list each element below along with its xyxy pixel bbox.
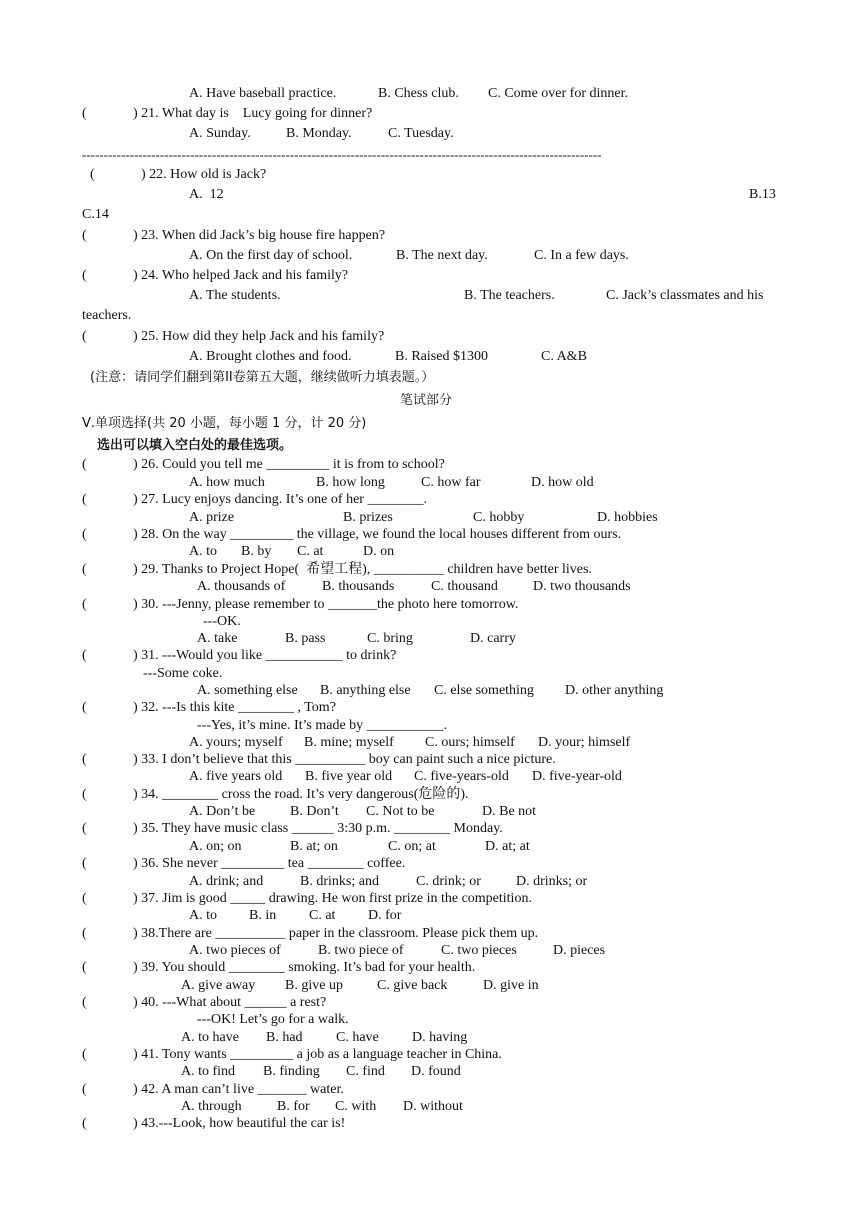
q36-option-d: D. drinks; or	[516, 874, 588, 889]
q37-option-b: B. in	[249, 908, 277, 923]
q40-option-a: A. to have	[181, 1030, 239, 1045]
q24-stem: ) 24. Who helped Jack and his family?	[133, 268, 349, 283]
q20-option-a: A. Have baseball practice.	[189, 86, 337, 101]
q32-option-d: D. your; himself	[538, 735, 631, 750]
q40-reply: ---OK! Let’s go for a walk.	[197, 1012, 349, 1027]
q36-stem: ) 36. She never _________ tea ________ coffee.	[133, 856, 406, 871]
q25-option-a: A. Brought clothes and food.	[189, 349, 352, 364]
q29-option-b: B. thousands	[322, 579, 395, 594]
q32-stem: ) 32. ---Is this kite ________ , Tom?	[133, 700, 336, 715]
q24-option-b: B. The teachers.	[464, 288, 555, 303]
q41-option-c: C. find	[346, 1064, 385, 1079]
q24-option-c-continued: teachers.	[82, 308, 132, 323]
q41-option-b: B. finding	[263, 1064, 320, 1079]
q31-option-a: A. something else	[197, 683, 298, 698]
q30-option-c: C. bring	[367, 631, 413, 646]
q23-stem: ) 23. When did Jack’s big house fire happen?	[133, 228, 386, 243]
q41-stem: ) 41. Tony wants _________ a job as a language teacher in China.	[133, 1047, 502, 1062]
q32-option-b: B. mine; myself	[304, 735, 394, 750]
q38-option-c: C. two pieces	[441, 943, 517, 958]
q32-reply: ---Yes, it’s mine. It’s made by ___________.	[197, 718, 448, 733]
q33-option-a: A. five years old	[189, 769, 283, 784]
answer-paren: (	[82, 329, 87, 344]
q29-stem: ) 29. Thanks to Project Hope( 希望工程), __________ children have better lives.	[133, 562, 592, 577]
q37-stem: ) 37. Jim is good _____ drawing. He won first prize in the competition.	[133, 891, 532, 906]
q35-option-c: C. on; at	[388, 839, 436, 854]
answer-paren: (	[90, 167, 95, 182]
q39-option-d: D. give in	[483, 978, 539, 993]
q28-option-c: C. at	[297, 544, 324, 559]
answer-paren: (	[82, 527, 87, 542]
q32-option-a: A. yours; myself	[189, 735, 283, 750]
q33-option-d: D. five-year-old	[532, 769, 622, 784]
q26-option-a: A. how much	[189, 475, 265, 490]
q25-option-c: C. A&B	[541, 349, 587, 364]
q30-option-a: A. take	[197, 631, 238, 646]
q39-option-a: A. give away	[181, 978, 256, 993]
q37-option-a: A. to	[189, 908, 217, 923]
answer-paren: (	[82, 700, 87, 715]
q26-option-d: D. how old	[531, 475, 594, 490]
q23-option-b: B. The next day.	[396, 248, 488, 263]
section-5-instruction: 选出可以填入空白处的最佳选项。	[97, 438, 293, 453]
q31-reply: ---Some coke.	[143, 666, 223, 681]
q31-option-c: C. else something	[434, 683, 534, 698]
q36-option-b: B. drinks; and	[300, 874, 379, 889]
q39-stem: ) 39. You should ________ smoking. It’s bad for your health.	[133, 960, 476, 975]
q38-option-d: D. pieces	[553, 943, 606, 958]
q30-stem: ) 30. ---Jenny, please remember to _______the photo here tomorrow.	[133, 597, 519, 612]
q42-option-d: D. without	[403, 1099, 463, 1114]
answer-paren: (	[82, 787, 87, 802]
q35-option-d: D. at; at	[485, 839, 530, 854]
q29-option-a: A. thousands of	[197, 579, 286, 594]
q40-option-b: B. had	[266, 1030, 303, 1045]
answer-paren: (	[82, 562, 87, 577]
q38-option-b: B. two piece of	[318, 943, 404, 958]
q29-option-c: C. thousand	[431, 579, 498, 594]
q36-option-c: C. drink; or	[416, 874, 481, 889]
q28-stem: ) 28. On the way _________ the village, we found the local houses different from ours.	[133, 527, 622, 542]
q31-option-b: B. anything else	[320, 683, 411, 698]
q36-option-a: A. drink; and	[189, 874, 264, 889]
q35-option-a: A. on; on	[189, 839, 242, 854]
q38-option-a: A. two pieces of	[189, 943, 281, 958]
q40-option-d: D. having	[412, 1030, 468, 1045]
q22-stem: ) 22. How old is Jack?	[141, 167, 267, 182]
q41-option-a: A. to find	[181, 1064, 236, 1079]
q32-option-c: C. ours; himself	[425, 735, 515, 750]
q20-option-b: B. Chess club.	[378, 86, 459, 101]
q39-option-c: C. give back	[377, 978, 448, 993]
answer-paren: (	[82, 995, 87, 1010]
q30-option-b: B. pass	[285, 631, 326, 646]
q41-option-d: D. found	[411, 1064, 461, 1079]
answer-paren: (	[82, 228, 87, 243]
q21-option-a: A. Sunday.	[189, 126, 251, 141]
answer-paren: (	[82, 457, 87, 472]
q37-option-d: D. for	[368, 908, 402, 923]
q40-stem: ) 40. ---What about ______ a rest?	[133, 995, 327, 1010]
q34-option-c: C. Not to be	[366, 804, 435, 819]
q27-option-b: B. prizes	[343, 510, 393, 525]
q34-option-a: A. Don’t be	[189, 804, 256, 819]
q42-option-b: B. for	[277, 1099, 310, 1114]
q30-option-d: D. carry	[470, 631, 516, 646]
q22-option-a: A. 12	[189, 187, 224, 202]
section-divider: ------------------------------------------------------------------------------------------------------------------------	[82, 147, 602, 162]
answer-paren: (	[82, 268, 87, 283]
q30-reply: ---OK.	[203, 614, 241, 629]
q21-option-c: C. Tuesday.	[388, 126, 454, 141]
listening-notice: (注意：请同学们翻到第II卷第五大题，继续做听力填表题。）	[90, 370, 435, 385]
answer-paren: (	[82, 960, 87, 975]
answer-paren: (	[82, 597, 87, 612]
q25-stem: ) 25. How did they help Jack and his family?	[133, 329, 385, 344]
q26-stem: ) 26. Could you tell me _________ it is from to school?	[133, 457, 445, 472]
q43-stem: ) 43.---Look, how beautiful the car is!	[133, 1116, 346, 1131]
q23-option-c: C. In a few days.	[534, 248, 629, 263]
q28-option-a: A. to	[189, 544, 217, 559]
answer-paren: (	[82, 752, 87, 767]
answer-paren: (	[82, 648, 87, 663]
q29-option-d: D. two thousands	[533, 579, 631, 594]
q33-option-b: B. five year old	[305, 769, 393, 784]
q21-option-b: B. Monday.	[286, 126, 352, 141]
q42-option-c: C. with	[335, 1099, 377, 1114]
answer-paren: (	[82, 856, 87, 871]
q40-option-c: C. have	[336, 1030, 379, 1045]
q33-stem: ) 33. I don’t believe that this __________ boy can paint such a nice picture.	[133, 752, 556, 767]
answer-paren: (	[82, 821, 87, 836]
answer-paren: (	[82, 891, 87, 906]
answer-paren: (	[82, 106, 87, 121]
q34-stem: ) 34. ________ cross the road. It’s very dangerous(危险的).	[133, 787, 469, 802]
q35-stem: ) 35. They have music class ______ 3:30 p.m. ________ Monday.	[133, 821, 503, 836]
q27-option-d: D. hobbies	[597, 510, 658, 525]
q28-option-d: D. on	[363, 544, 395, 559]
q27-stem: ) 27. Lucy enjoys dancing. It’s one of her ________.	[133, 492, 427, 507]
written-part-heading: 笔试部分	[400, 393, 453, 408]
answer-paren: (	[82, 1082, 87, 1097]
q42-option-a: A. through	[181, 1099, 242, 1114]
q25-option-b: B. Raised $1300	[395, 349, 488, 364]
q42-stem: ) 42. A man can’t live _______ water.	[133, 1082, 344, 1097]
answer-paren: (	[82, 926, 87, 941]
q34-option-d: D. Be not	[482, 804, 537, 819]
q22-option-b: B.13	[749, 187, 776, 202]
q31-stem: ) 31. ---Would you like ___________ to drink?	[133, 648, 397, 663]
q24-option-a: A. The students.	[189, 288, 281, 303]
q39-option-b: B. give up	[285, 978, 343, 993]
q38-stem: ) 38.There are __________ paper in the classroom. Please pick them up.	[133, 926, 539, 941]
answer-paren: (	[82, 492, 87, 507]
q23-option-a: A. On the first day of school.	[189, 248, 353, 263]
q27-option-c: C. hobby	[473, 510, 525, 525]
q31-option-d: D. other anything	[565, 683, 664, 698]
q26-option-c: C. how far	[421, 475, 481, 490]
q22-option-c: C.14	[82, 207, 109, 222]
q37-option-c: C. at	[309, 908, 336, 923]
q27-option-a: A. prize	[189, 510, 235, 525]
answer-paren: (	[82, 1116, 87, 1131]
q35-option-b: B. at; on	[290, 839, 338, 854]
section-5-title: Ⅴ.单项选择(共 20 小题，每小题 1 分，计 20 分)	[82, 416, 367, 431]
q34-option-b: B. Don’t	[290, 804, 339, 819]
q20-option-c: C. Come over for dinner.	[488, 86, 628, 101]
q24-option-c: C. Jack’s classmates and his	[606, 288, 764, 303]
q21-stem: ) 21. What day is Lucy going for dinner?	[133, 106, 373, 121]
q33-option-c: C. five-years-old	[414, 769, 509, 784]
q28-option-b: B. by	[241, 544, 272, 559]
q26-option-b: B. how long	[316, 475, 385, 490]
answer-paren: (	[82, 1047, 87, 1062]
